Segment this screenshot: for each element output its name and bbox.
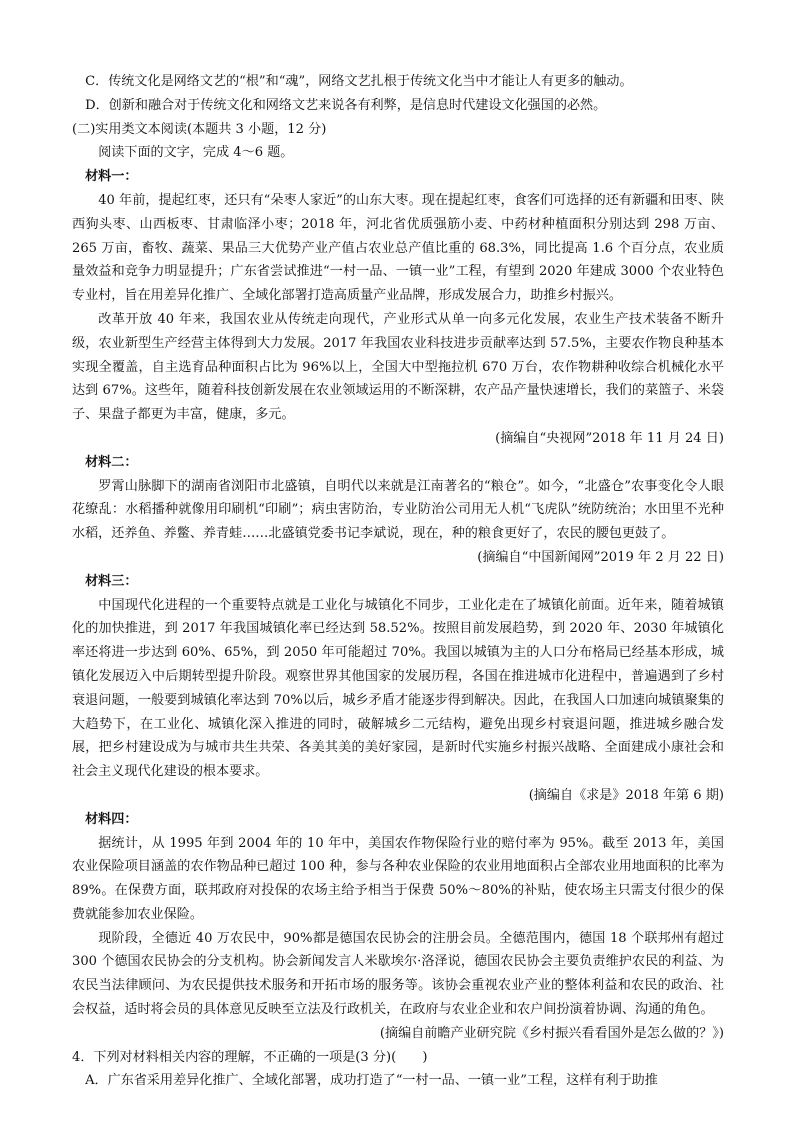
material1-label: 材料一： (85, 169, 138, 185)
option-d-prev: D．创新和融合对于传统文化和网络文艺来说各有利弊，是信息时代建设文化强国的必然。 (85, 97, 607, 113)
section-heading: (二)实用类文本阅读(本题共 3 小题，12 分) (72, 121, 327, 137)
material1-para2: 改革开放 40 年来，我国农业从传统走向现代，产业形式从单一向多元化发展，农业生产技术装备不断升级，农业新型生产经营主体得到大力发展。2017 年我国农业科技进步贡献率达到 57.5%，主要农作物良种基本实现全覆盖，自主选育品种面积占比为 96%以上，全国大中型拖拉机 670 万台，农作物耕种收综合机械化水平达到 67%。这些年，随着科技创新发展在农业领域运用的不断深耕，农产品产量快速增长，我们的菜篮子、米袋子、果盘子都更为丰富，健康，多元。 (72, 311, 724, 423)
document-page (72, 70, 724, 1093)
material1-para1: 40 年前，提起红枣，还只有“朵枣人家近”的山东大枣。现在提起红枣，食客们可选择的还有新疆和田枣、陕西狗头枣、山西板枣、甘肃临泽小枣；2018 年，河北省优质强筋小麦、中药材种植面积分别达到 298 万亩、265 万亩，畜牧、蔬菜、果品三大优势产业产值占农业总产值比重的 68.3%，同比提高 1.6 个百分点，农业质量效益和竞争力明显提升；广东省尝试推进“一村一品、一镇一业”工程，有望到 2020 年建成 3000 个农业特色专业村，旨在用差异化推广、全域化部署打造高质量产业品牌，形成发展合力，助推乡村振兴。 (72, 192, 724, 304)
material2-para1: 罗霄山脉脚下的湖南省浏阳市北盛镇，自明代以来就是江南著名的“粮仓”。如今，“北盛仓”农事变化令人眼花缭乱：水稻播种就像用印刷机“印刷”；病虫害防治，专业防治公司用无人机“飞虎队”统防统治；水田里不光种水稻，还养鱼、养鳖、养青蛙……北盛镇党委书记李斌说，现在，种的粮食更好了，农民的腰包更鼓了。 (72, 478, 724, 542)
material3-label: 材料三： (85, 573, 138, 589)
material4-source: (摘编自前瞻产业研究院《乡村振兴看看国外是怎么做的？》) (379, 1025, 724, 1041)
section-instruction: 阅读下面的文字，完成 4～6 题。 (98, 145, 294, 161)
material4-para2: 现阶段，全德近 40 万农民中，90%都是德国农民协会的注册会员。全德范围内，德国 18 个联邦州有超过 300 个德国农民协会的分支机构。协会新闻发言人米歇埃尔·洛泽说，德国农民协会主要负责维护农民的利益、为农民当法律顾问、为农民提供技术服务和开拓市场的服务等。该协会重视农业产业的整体利益和农民的政治、社会权益，适时将会员的具体意见反映至立法及行政机关，在政府与农业企业和农户间扮演着协调、沟通的角色。 (72, 930, 724, 1018)
material2-label: 材料二： (85, 454, 138, 470)
material1-source: (摘编自“央视网”2018 年 11 月 24 日) (495, 430, 724, 446)
question4-option-a: A．广东省采用差异化推广、全域化部署，成功打造了“一村一品、一镇一业”工程，这样有利于助推 (85, 1073, 658, 1089)
material3-source: (摘编自《求是》2018 年第 6 期) (528, 787, 724, 803)
material4-para1: 据统计，从 1995 年到 2004 年的 10 年中，美国农作物保险行业的赔付率为 95%。截至 2013 年，美国农业保险项目涵盖的农作物品种已超过 100 种，参与各种农业保险的农业用地面积占全部农业用地面积的比率为 89%。在保费方面，联邦政府对投保的农场主给予相当于保费 50%～80%的补贴，使农场主只需支付很少的保费就能参加农业保险。 (72, 835, 724, 922)
material4-label: 材料四： (85, 811, 138, 827)
material3-para1: 中国现代化进程的一个重要特点就是工业化与城镇化不同步，工业化走在了城镇化前面。近年来，随着城镇化的加快推进，到 2017 年我国城镇化率已经达到 58.52%。按照目前发展趋势，到 2020 年、2030 年城镇化率还将进一步达到 60%、65%，到 2050 年可能超过 70%。我国以城镇为主的人口分布格局已经基本形成，城镇化发展迈入中后期转型提升阶段。观察世界其他国家的发展历程，各国在推进城市化进程中，普遍遇到了乡村衰退问题，一般要到城镇化率达到 70%以后，城乡矛盾才能逐步得到解决。因此，在我国人口加速向城镇聚集的大趋势下，在工业化、城镇化深入推进的同时，破解城乡二元结构，避免出现乡村衰退问题，推进城乡融合发展，把乡村建设成为与城市共生共荣、各美其美的美好家园，是新时代实施乡村振兴战略、全面建成小康社会和社会主义现代化建设的根本要求。 (72, 597, 724, 780)
option-c-prev: C．传统文化是网络文艺的“根”和“魂”，网络文艺扎根于传统文化当中才能让人有更多的触动。 (85, 74, 633, 89)
material2-source: (摘编自“中国新闻网”2019 年 2 月 22 日) (477, 549, 724, 565)
question4-stem: 4．下列对材料相关内容的理解，不正确的一项是(3 分)( ) (72, 1049, 428, 1065)
